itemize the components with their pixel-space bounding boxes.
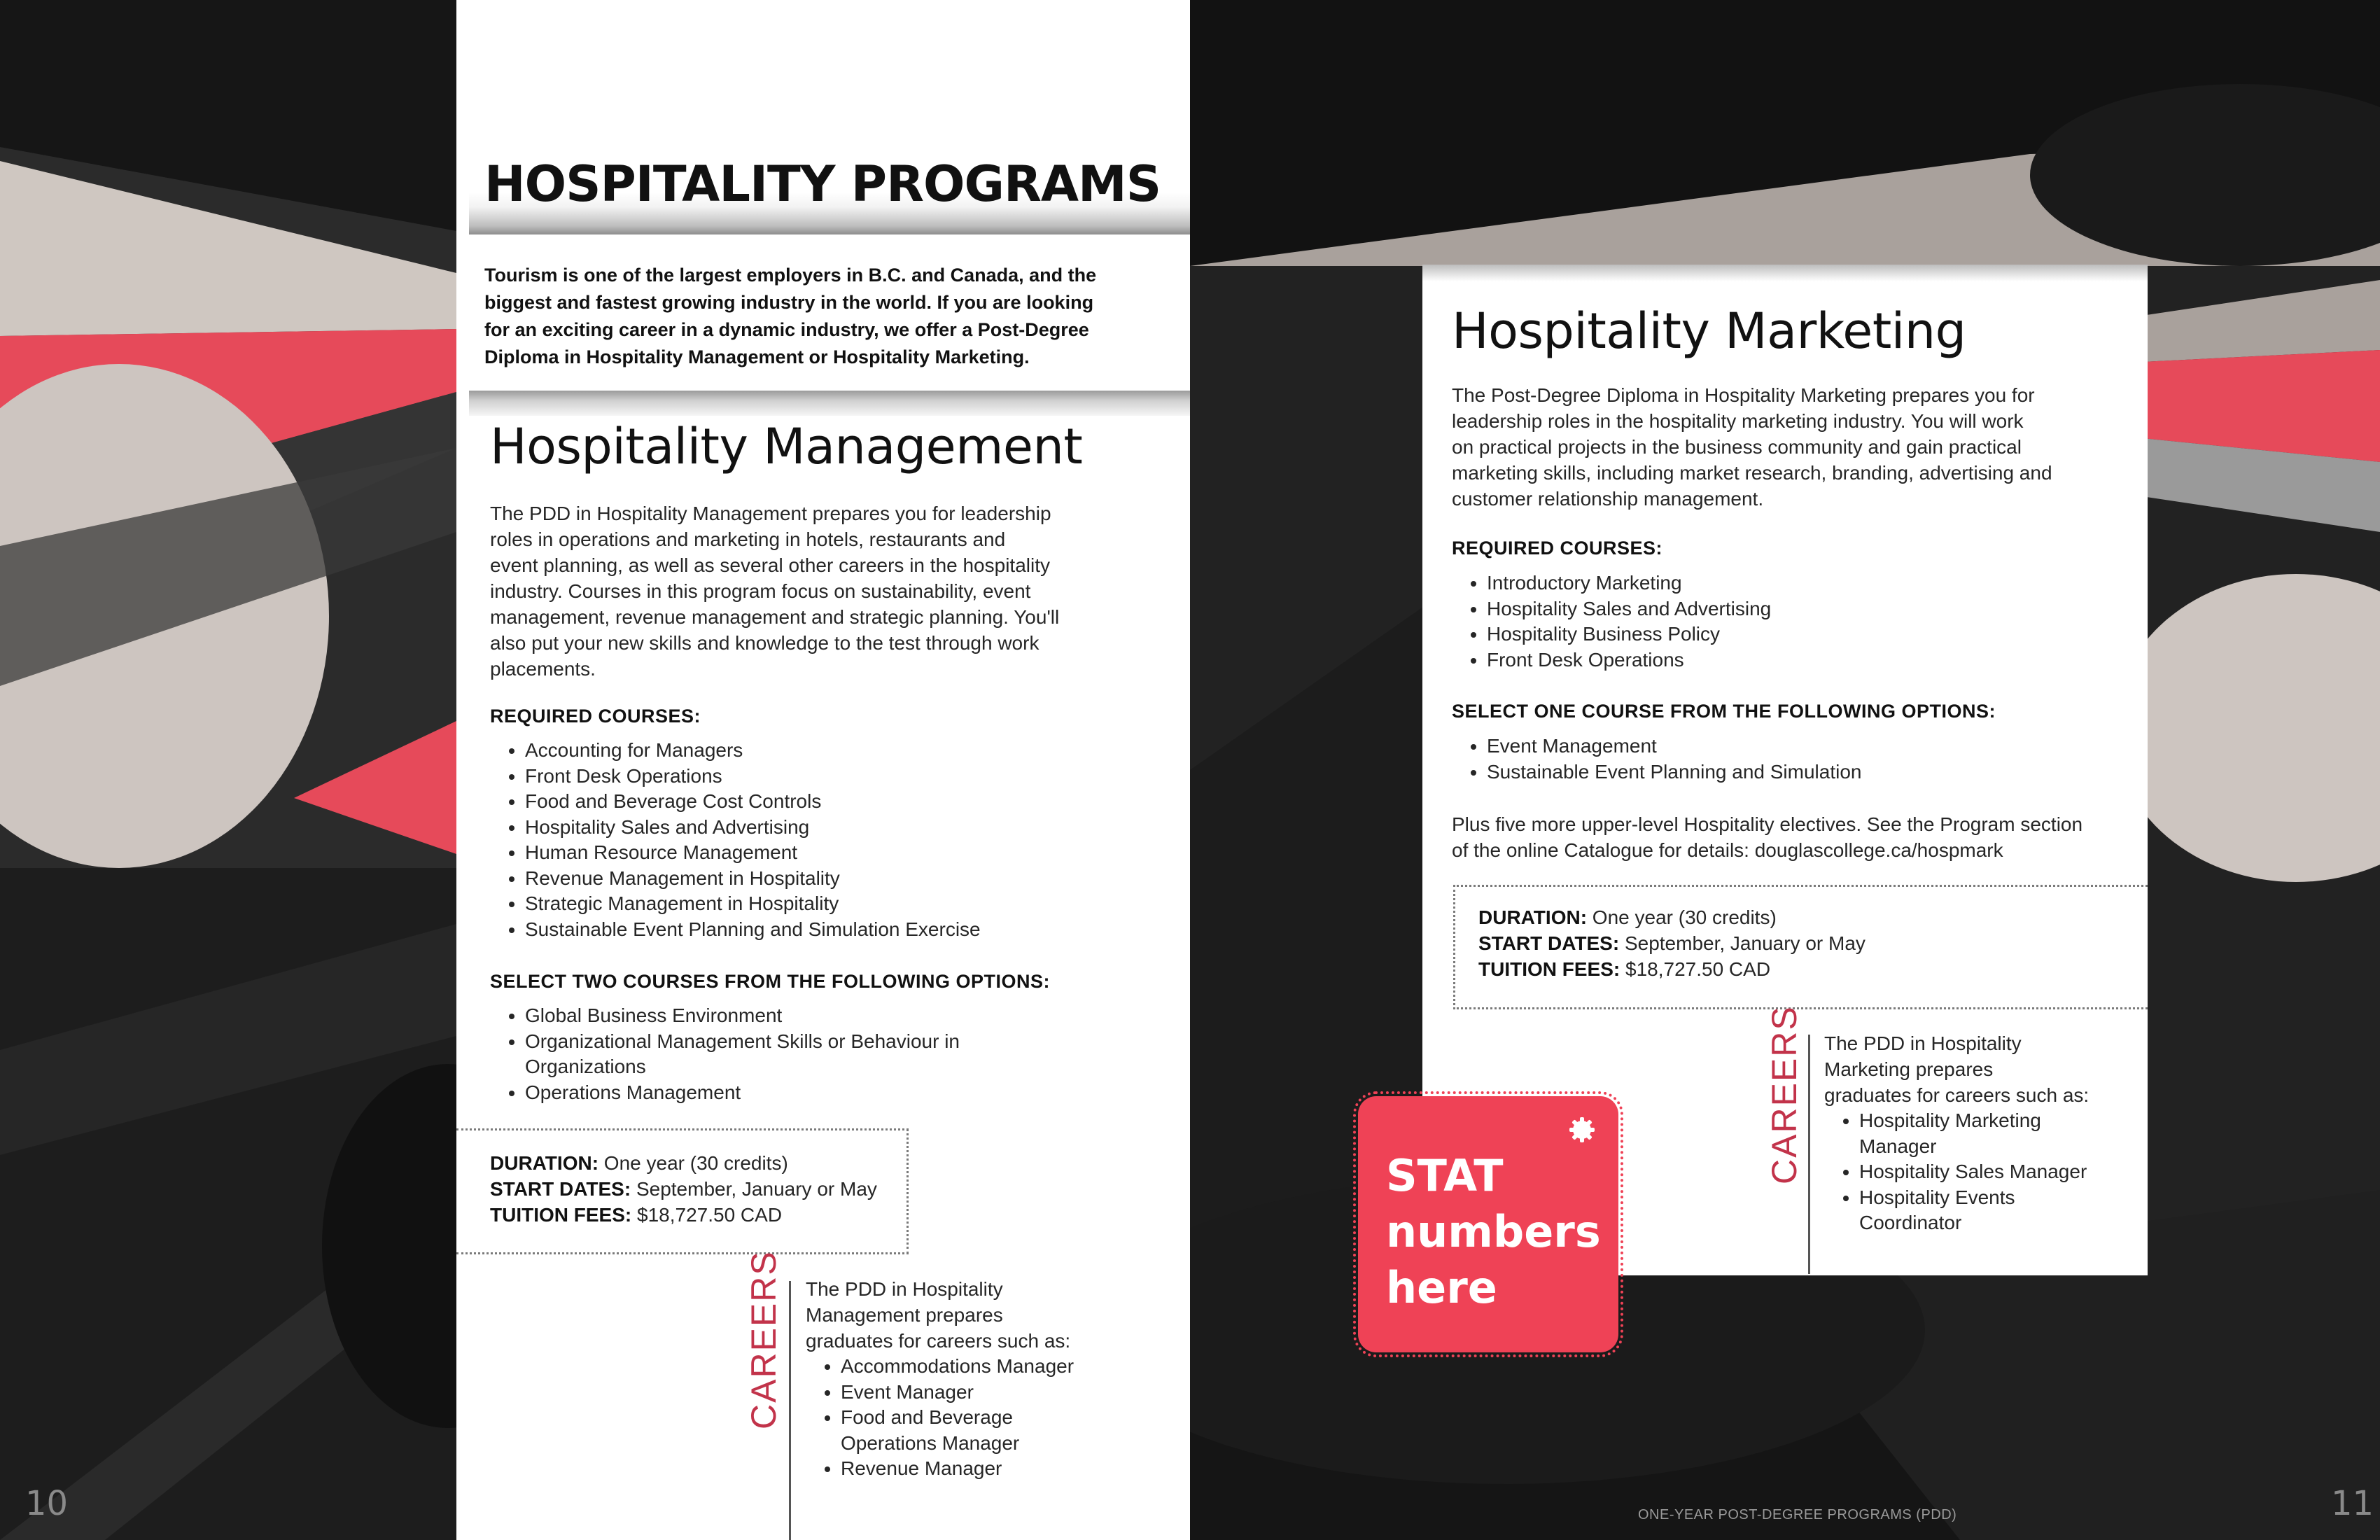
page-number-left: 10 [25,1484,69,1523]
management-description: The PDD in Hospitality Management prepares you for leadership roles in operations and marketing in hotels, restaurants and event planning, as well as several other careers in the hospitality industry. Courses in this program focus on sustainability, event management, revenue management and strategic planning. You'll also put your new skills and knowledge to the test through work placements. [490,503,1060,680]
badge-gear-icon [1568,1116,1596,1144]
intro-paragraph: Tourism is one of the largest employers in B.C. and Canada, and the biggest and fastest growing industry in the world. If you are looking for an exciting career in a dynamic industry, we offer a Post-Degree Diploma in Hospitality Management or Hospitality Marketing. [484,265,1097,368]
careers-list [806,1354,1170,1482]
stat-text: STAT numbers here [1386,1150,1601,1313]
list-item: • Human Resource Management [525,840,1169,866]
electives-note: Plus five more upper-level Hospitality electives. See the Program section of the online Catalogue for details: douglascollege.ca/hospmark [1452,813,2083,861]
option-courses-list [490,1003,1029,1105]
list-item: • Revenue Management in Hospitality [525,866,1169,892]
list-item: • Event Manager [841,1380,1170,1406]
careers-divider [789,1281,791,1540]
option-courses-list [1452,734,2117,785]
careers-intro: The PDD in Hospitality Management prepares graduates for careers such as: [806,1278,1071,1352]
careers-label: CAREERS [1765,1005,1804,1184]
careers-divider [1808,1035,1810,1274]
list-item: • Accommodations Manager [841,1354,1170,1380]
list-item: • Hospitality Events Coordinator [1859,1185,2020,1236]
option-courses-heading: SELECT ONE COURSE FROM THE FOLLOWING OPTIONS: [1452,701,1996,722]
page-title: HOSPITALITY PROGRAMS [484,155,1161,213]
list-item: • Food and Beverage Operations Manager [841,1405,1051,1456]
list-item: • Event Management [1487,734,2117,760]
required-courses-heading: REQUIRED COURSES: [1452,538,1663,559]
program-facts: DURATION: One year (30 credits) START DATES: September, January or May TUITION FEES: $18,727.50 CAD [490,1152,877,1226]
panel-top-shade [1422,265,2148,281]
list-item: • Hospitality Sales and Advertising [525,815,1169,841]
list-item: • Global Business Environment [525,1003,1029,1029]
list-item: • Hospitality Business Policy [1487,622,2117,648]
marketing-description: The Post-Degree Diploma in Hospitality Marketing prepares you for leadership roles in the hospitality marketing industry. You will work on practical projects in the business community and gain practical marketing skills, including market research, branding, advertising and customer relationship management. [1452,384,2052,510]
list-item: • Front Desk Operations [525,764,1169,790]
list-item: • Operations Management [525,1080,1029,1106]
list-item: • Organizational Management Skills or Behaviour in Organizations [525,1029,1029,1080]
careers-intro: The PDD in Hospitality Marketing prepares graduates for careers such as: [1824,1032,2090,1106]
option-courses-heading: SELECT TWO COURSES FROM THE FOLLOWING OPTIONS: [490,971,1050,992]
list-item: • Hospitality Marketing Manager [1859,1108,2062,1159]
careers-label: CAREERS [744,1250,783,1429]
list-item: • Front Desk Operations [1487,648,2117,673]
required-courses-heading: REQUIRED COURSES: [490,706,701,727]
list-item: • Sustainable Event Planning and Simulation [1487,760,2117,785]
list-item: • Introductory Marketing [1487,570,2117,596]
required-courses-list [490,738,1169,942]
program-title-marketing: Hospitality Marketing [1452,302,1966,360]
list-item: • Sustainable Event Planning and Simulation Exercise [525,917,1169,943]
program-facts: DURATION: One year (30 credits) START DATES: September, January or May TUITION FEES: $18,727.50 CAD [1478,906,1865,980]
footer-label: ONE-YEAR POST-DEGREE PROGRAMS (PDD) [1638,1507,1957,1522]
list-item: • Food and Beverage Cost Controls [525,789,1169,815]
list-item: • Hospitality Sales and Advertising [1487,596,2117,622]
list-item: • Hospitality Sales Manager [1859,1159,2139,1185]
section-divider-bar [469,391,1190,416]
careers-list [1824,1108,2139,1236]
list-item: • Strategic Management in Hospitality [525,891,1169,917]
page-number-right: 11 [2331,1484,2374,1523]
program-title-management: Hospitality Management [490,418,1083,475]
required-courses-list [1452,570,2117,673]
list-item: • Revenue Manager [841,1456,1170,1482]
list-item: • Accounting for Managers [525,738,1169,764]
